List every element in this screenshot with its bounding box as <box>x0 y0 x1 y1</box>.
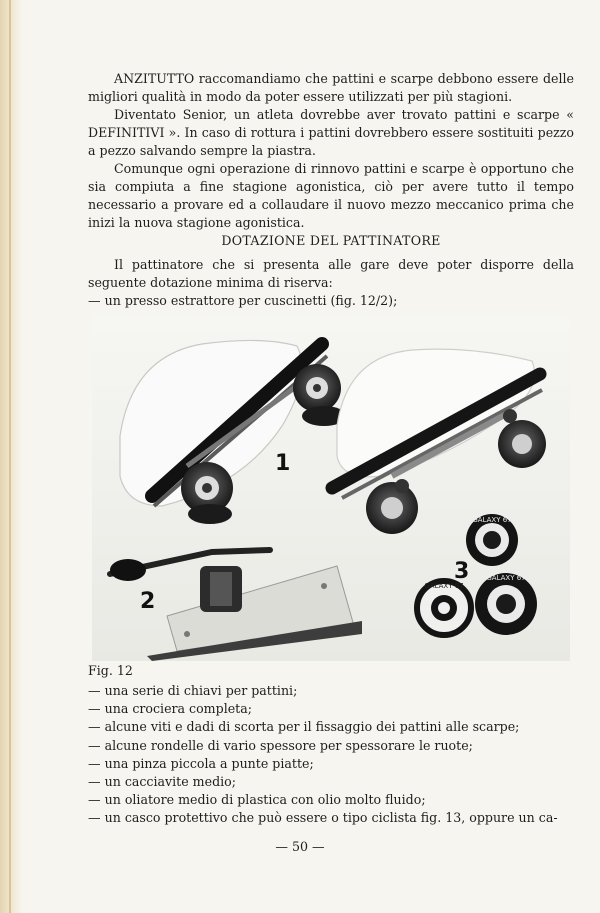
list-item: — una crociera completa; <box>88 701 252 717</box>
list-item: — un casco protettivo che può essere o tipo ciclista fig. 13, oppure un ca- <box>88 810 558 826</box>
list-item: — una pinza piccola a punte piatte; <box>88 755 314 771</box>
intro-paragraph-2: Diventato Senior, un atleta dovrebbe aver trovato pattini e scarpe « DEFINITIVI ». In caso di rottura i pattini dovrebbero essere sostituiti pezzo a pezzo salvando sempre la piastra. <box>88 107 574 158</box>
page-number: — 50 — <box>275 839 325 854</box>
figure-label-2: 2 <box>140 589 156 614</box>
section-heading: DOTAZIONE DEL PATTINATORE <box>221 233 441 248</box>
wheel-print-2: GALAXY 67 <box>486 574 526 582</box>
binding-gutter <box>9 0 11 913</box>
list-item: — un cacciavite medio; <box>88 774 236 790</box>
wheel-print-3: GALAXY 67 <box>424 582 464 590</box>
intro-text <box>88 70 574 232</box>
intro-paragraph-1: ANZITUTTO raccomandiamo che pattini e scarpe debbono essere delle migliori qualità in modo da poter essere utilizzati per più stagioni. <box>88 71 574 104</box>
list-item: — alcune viti e dadi di scorta per il fissaggio dei pattini alle scarpe; <box>88 719 520 735</box>
section-text <box>88 256 574 310</box>
figure-photo <box>92 316 570 661</box>
list-item: — un oliatore medio di plastica con olio molto fluido; <box>88 792 426 808</box>
list-item: — una serie di chiavi per pattini; <box>88 683 298 698</box>
page-edge <box>0 0 22 913</box>
skates-photo <box>92 316 570 661</box>
list-item-extractor: — un presso estrattore per cuscinetti (fig. 12/2); <box>88 293 398 308</box>
figure-caption: Fig. 12 <box>88 663 133 678</box>
figure-label-3: 3 <box>454 559 470 584</box>
figure-label-1: 1 <box>275 451 291 476</box>
intro-paragraph-3: Comunque ogni operazione di rinnovo pattini e scarpe è opportuno che sia compiuta a fine stagione agonistica, ciò per avere tutto il tempo necessario a provare ed a collaudare il nuovo mezzo meccanico prima che inizi la nuova stagione agonistica. <box>88 161 574 230</box>
section-paragraph: Il pattinatore che si presenta alle gare deve poter disporre della seguente dotazione minima di riserva: <box>88 257 574 290</box>
list-item: — alcune rondelle di vario spessore per spessorare le ruote; <box>88 737 473 753</box>
equipment-list <box>88 682 578 828</box>
wheel-print-1: GALAXY 67 <box>472 516 512 524</box>
